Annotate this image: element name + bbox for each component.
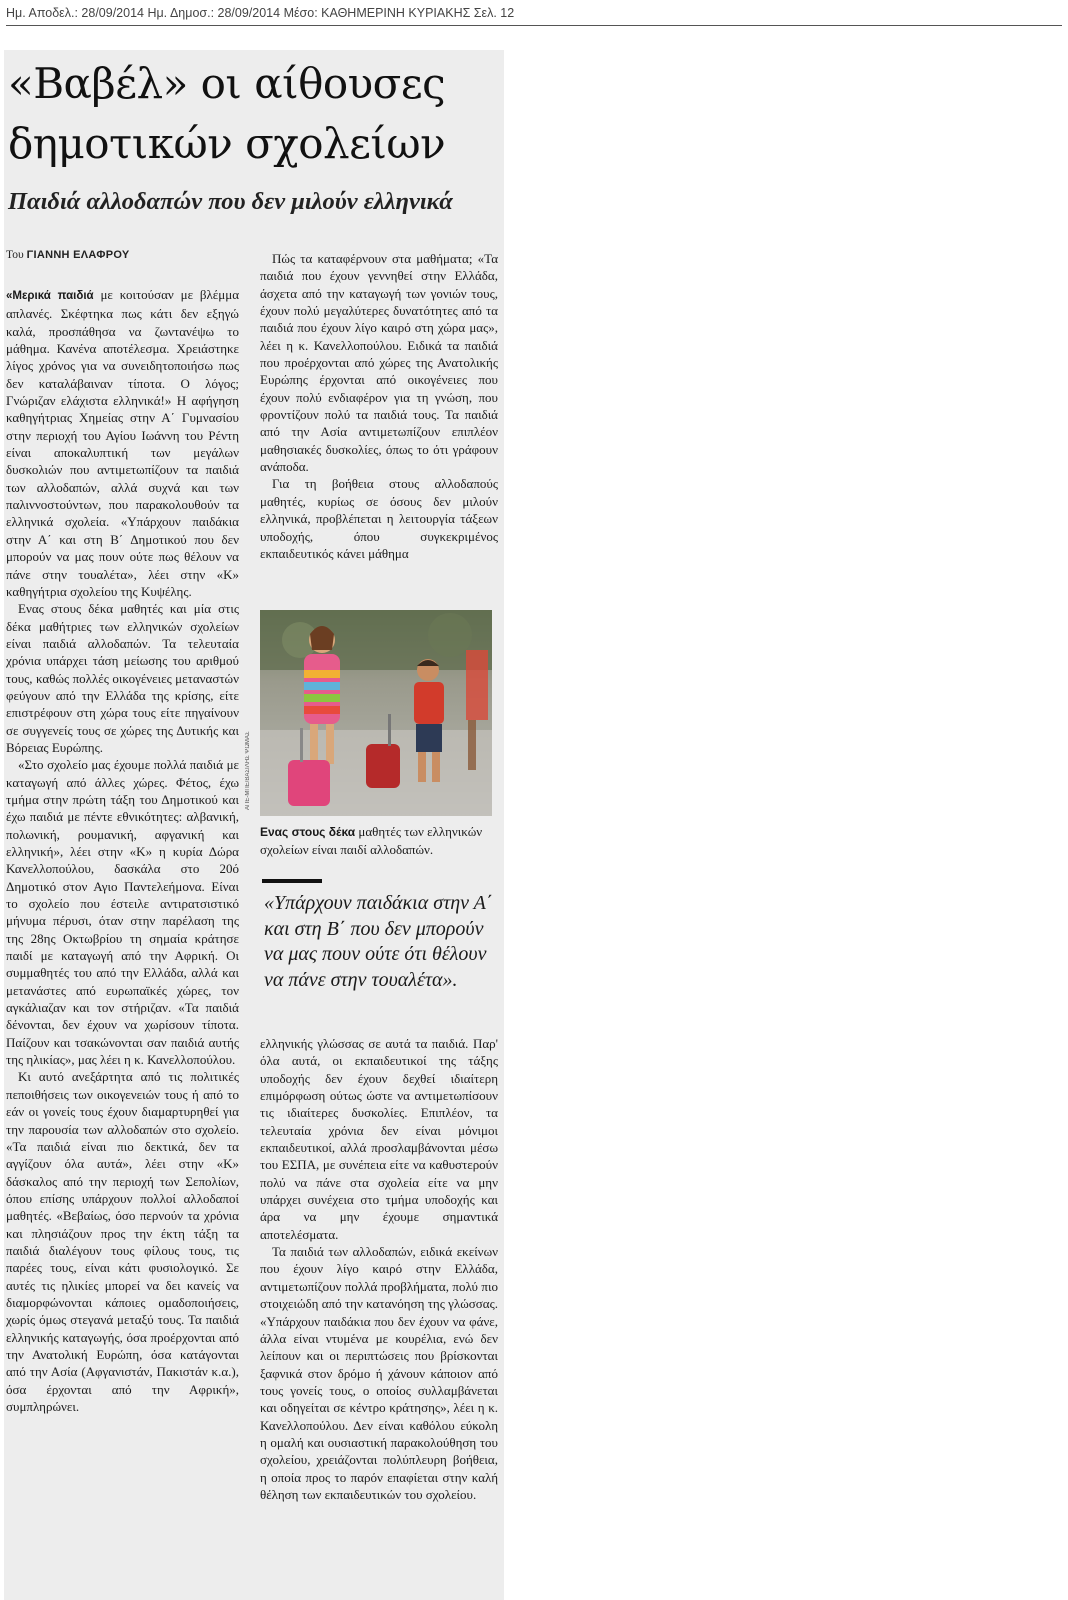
right-column-bottom xyxy=(260,1035,498,1595)
photo-caption xyxy=(260,823,496,858)
paragraph: Τα παιδιά των αλλοδαπών, ειδικά εκείνων που έχουν λίγο καιρό στην Ελλάδα, αντιμετωπίζουν πολλά προβλήματα, πολύ πιο στοιχειώδη από την κατανόηση της γλώσσας. «Υπάρχουν παιδάκια που δεν έχουν να φάνε, άλλα είναι ντυμένα με κουρέλια, ενώ δεν λείπουν και οι περιπτώσεις που βρίσκονται ξαφνικά στον δρόμο ή χάνουν κάποιον από τους γονείς τους, ο οποίος συλλαμβάνεται και οδηγείται σε κέντρο κράτησης», λέει η κ. Κανελλοπούλου. Δεν είναι καθόλου εύκολη η ομαλή και ουσιαστική παρακολούθηση του σχολείου, χρειάζονται πολύπλευρη βοήθεια, η οποία προς το παρόν επαφίεται στην καλή θέληση των εκπαιδευτικών του σχολείου. xyxy=(260,1244,498,1502)
article-photo xyxy=(260,610,492,816)
paragraph xyxy=(6,286,239,600)
article-subtitle: Παιδιά αλλοδαπών που δεν μιλούν ελληνικά xyxy=(8,188,453,215)
byline-author: ΓΙΑΝΝΗ ΕΛΑΦΡΟΥ xyxy=(26,249,130,261)
left-column xyxy=(6,286,239,1598)
paragraph: Κι αυτό ανεξάρτητα από τις πολιτικές πεποιθήσεις των οικογενειών τους ή από το εάν οι γονείς τους έχουν διαμαρτυρηθεί για την παρουσία των αλλοδαπών στο σχολείο. «Τα παιδιά είναι πιο δεκτικά, δεν τα αγγίζουν όλα αυτά», λέει στην «Κ» δάσκαλος από την περιοχή των Σεπολίων, όπου επίσης υπάρχουν πολλοί αλλοδαποί μαθητές. «Βεβαίως, όσο περνούν τα χρόνια και πλησιάζουν προς την έκτη τάξη τα παιδιά διαλέγουν τους φίλους τους, τις παρέες τους, είναι κάτι φυσιολογικό. Σε αυτές τις ηλικίες μπορεί να δει κανείς να διαμορφώνονται κάποιες ομαδοποιήσεις, χωρίς όμως στεγανά μεταξύ τους. Τα παιδιά ελληνικής καταγωγής, όσα προέρχονται από την Ανατολική Ευρώπη, όσα κατάγονται από την Ασία (Αφγανιστάν, Πακιστάν κ.α.), όσα έρχονται από την Αφρική», συμπληρώνει. xyxy=(6,1069,239,1414)
right-column-top xyxy=(260,250,498,598)
paragraph: Ενας στους δέκα μαθητές και μία στις δέκα μαθήτριες των ελληνικών σχολείων είναι παιδιά αλλοδαπών. Τα τελευταία χρόνια υπάρχει τάση μείωσης του αριθμού τους, καθώς πολλές οικογένειες μεταναστών φεύγουν από την Ελλάδα της κρίσης, είτε επιστρέφουν στη χώρα τους είτε πηγαίνουν σε συγγενείς τους σε χώρες της Δυτικής και Βόρειας Ευρώπης. xyxy=(6,601,239,755)
clipping-header: Ημ. Αποδελ.: 28/09/2014 Ημ. Δημοσ.: 28/09/2014 Μέσο: ΚΑΘΗΜΕΡΙΝΗ ΚΥΡΙΑΚΗΣ Σελ. 12 xyxy=(6,6,515,20)
paragraph: «Στο σχολείο μας έχουμε πολλά παιδιά με καταγωγή από άλλες χώρες. Φέτος, έχω τμήμα στην πρώτη τάξη του Δημοτικού και έχω παιδιά με πέντε εθνικότητες: αλβανική, πολωνική, ρουμανική, αφγανική και ελληνική», λέει στην «Κ» η κυρία Δώρα Κανελλοπούλου, δασκάλα στο 20ό Δημοτικό στον Αγιο Παντελεήμονα. Είναι το σχολείο που έστειλε αντιρατσιστικό μήνυμα πέρυσι, όταν στην παρέλαση της της 28ης Οκτωβρίου τη σημαία κράτησε παιδί με καταγωγή από την Αφρική. Οι συμμαθητές του από την Ελλάδα, αλλά και μετανάστες από ευρωπαϊκές χώρες, τον αγκάλιαζαν και τον στήριζαν. «Τα παιδιά δένονται, δεν έχουν να χωρίσουν τίποτα. Παίζουν και τσακώνονται σαν παιδιά αυτής της ηλικίας», μας λέει η κ. Κανελλοπούλου. xyxy=(6,757,239,1068)
newspaper-clipping xyxy=(4,50,504,1600)
photo-credit: ΑΠΕ-ΜΠΕ/ΒΑΣΙΛΗΣ ΨΩΜΑΣ xyxy=(245,731,251,810)
paragraph-text: με κοιτούσαν με βλέμμα απλανές. Σκέφτηκα πως κάτι δεν εξηγώ καλά, προσπάθησα να ζωντανέψω το μάθημα. Κανένα αποτέλεσμα. Χρειάστηκε λίγος χρόνος για να συνειδητοποιήσω πως δεν καταλάβαιναν τίποτα. Ο λόγος; Γνώριζαν ελάχιστα ελληνικά!» Η αφήγηση καθηγήτριας Χημείας στην Α΄ Γυμνασίου στην περιοχή του Αγίου Ιωάννη του Ρέντη είναι αποκαλυπτική των μεγάλων δυσκολιών που αντιμετωπίζουν τα παιδιά των αλλοδαπών, αλλά συχνά και των παλιννοστούντων, που παρακολουθούν τα ελληνικά σχολεία. «Υπάρχουν παιδάκια στην Α΄ και στη Β΄ Δημοτικού που δεν μπορούν να μας πουν ούτε πως θέλουν να πάνε στην τουαλέτα», λέει στην «Κ» καθηγήτρια σχολείου της Κυψέλης. xyxy=(6,287,239,599)
pull-quote: «Υπάρχουν παιδάκια στην Α΄ και στη Β΄ που δεν μπορούν να μας πουν ούτε ότι θέλουν να πάνε στην τουαλέτα». xyxy=(264,892,493,991)
caption-lead: Ενας στους δέκα xyxy=(260,825,356,839)
article-headline: «Βαβέλ» οι αίθουσες δημοτικών σχολείων xyxy=(8,59,446,168)
paragraph: ελληνικής γλώσσας σε αυτά τα παιδιά. Παρ' όλα αυτά, οι εκπαιδευτικοί της τάξης υποδοχής δεν έχουν δεχθεί ιδιαίτερη επιμόρφωση ούτως ώστε να αντιμετωπίσουν τις ιδιαίτερες δυσκολίες. Επιπλέον, τα τελευταία χρόνια δεν είναι μόνιμοι εκπαιδευτικοί, αλλά προσλαμβάνονται μέσω του ΕΣΠΑ, με συνέπεια είτε να καθυστερούν πολύ να πάνε στα σχολεία είτε να μην υπάρχει συνέχεια στο τμήμα υποδοχής και άρα να μην έχουμε σημαντικά αποτελέσματα. xyxy=(260,1036,498,1242)
caption-text: μαθητές των ελληνικών σχολείων είναι παιδί αλλοδαπών. xyxy=(260,824,483,857)
pull-quote-bar xyxy=(262,879,322,883)
children-with-school-bags-photo xyxy=(260,610,492,816)
header-rule xyxy=(6,25,1062,26)
byline-prefix: Του xyxy=(6,249,24,261)
paragraph: Πώς τα καταφέρνουν στα μαθήματα; «Τα παιδιά που έχουν γεννηθεί στην Ελλάδα, άσχετα από την καταγωγή των γονιών τους, έχουν πολύ μεγαλύτερες δυνατότητες από τα παιδιά που έχουν λίγο καιρό στη χώρα μας», λέει η κ. Κανελλοπούλου. Ειδικά τα παιδιά που προέρχονται από χώρες της Ανατολικής Ευρώπης έρχονται από οικογένειες που έχουν πολύ ενδιαφέρον για τη γνώση, που φροντίζουν πολύ τα παιδιά τους. Τα παιδιά από την Ασία αντιμετωπίζουν επιπλέον μαθησιακές δυσκολίες, όπως το ότι γράφουν ανάποδα. xyxy=(260,251,498,475)
paragraph: Για τη βοήθεια στους αλλοδαπούς μαθητές, κυρίως σε όσους δεν μιλούν ελληνικά, προβλέπεται η λειτουργία τάξεων υποδοχής, όπου συγκεκριμένος εκπαιδευτικός κάνει μάθημα xyxy=(260,476,498,561)
article-byline xyxy=(6,249,130,261)
lead-words: «Μερικά παιδιά xyxy=(6,290,94,302)
